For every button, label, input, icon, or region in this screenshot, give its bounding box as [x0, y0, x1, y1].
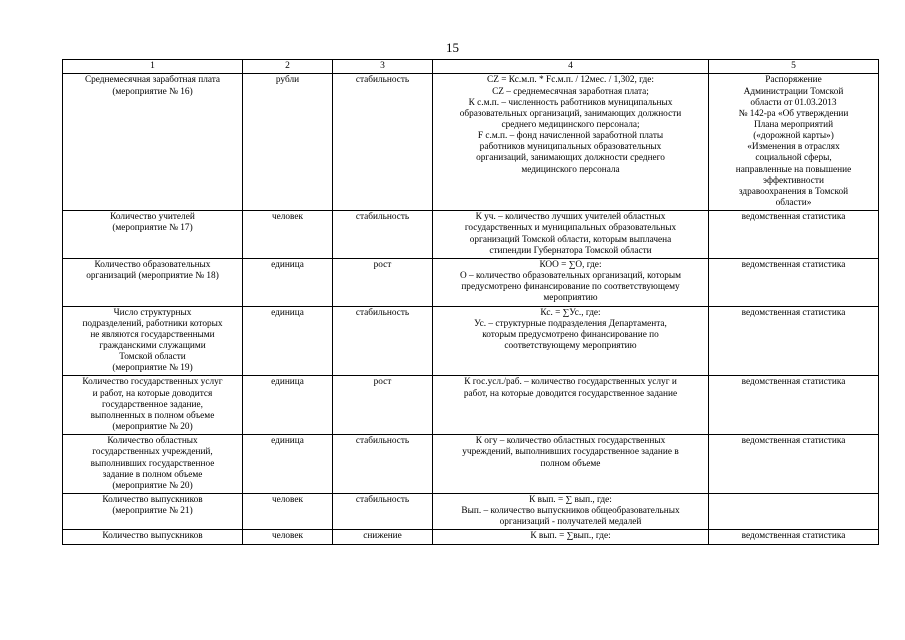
source-line: Плана мероприятий: [753, 120, 834, 131]
formula-cell: [433, 494, 709, 530]
indicator-name-line: Количество областных: [107, 436, 198, 447]
source-line: ведомственная статистика: [741, 377, 846, 388]
page-number: 15: [446, 40, 459, 55]
formula-cell: [433, 74, 709, 211]
header-cell: 5: [709, 60, 879, 74]
indicator-name-line: (мероприятие № 21): [112, 506, 193, 517]
formula-line: К с.м.п. – численность работников муниципальных: [468, 97, 673, 108]
formula-cell: [433, 258, 709, 306]
formula-line: CZ = Кс.м.п. * Fс.м.п. / 12мес. / 1,302, где:: [487, 75, 654, 86]
source-line: социальной сферы,: [755, 153, 832, 164]
formula-cell: [433, 530, 709, 544]
formula-line: К вып. = ∑вып., где:: [530, 531, 611, 542]
source-cell: [709, 494, 879, 530]
source-line: направленные на повышение: [735, 164, 852, 175]
formula-line: Кс. = ∑Ус., где:: [540, 307, 601, 318]
indicator-name-line: Количество образовательных: [94, 259, 211, 270]
trend-cell: рост: [333, 258, 433, 306]
indicator-name-line: Томской области: [119, 352, 186, 363]
indicator-name-cell: [63, 211, 243, 259]
formula-line: которым предусмотрено финансирование по: [482, 329, 659, 340]
table-row: [63, 211, 879, 259]
header-cell: 2: [243, 60, 333, 74]
table-row: [63, 494, 879, 530]
indicator-name-cell: [63, 376, 243, 435]
indicator-name-line: Среднемесячная заработная плата: [84, 75, 221, 86]
indicator-name-line: Число структурных: [113, 307, 192, 318]
source-line: области от 01.03.2013: [750, 97, 837, 108]
formula-line: работ, на которые доводится государственное задание: [463, 388, 678, 399]
formula-line: соответствующему мероприятию: [504, 340, 637, 351]
indicator-name-line: гражданскими служащими: [99, 340, 206, 351]
source-line: «Изменения в отраслях: [747, 142, 840, 153]
unit-cell: единица: [243, 435, 333, 494]
source-cell: [709, 74, 879, 211]
source-line: ведомственная статистика: [741, 531, 846, 542]
indicator-name-cell: [63, 494, 243, 530]
unit-cell: единица: [243, 258, 333, 306]
indicator-name-line: Количество учителей: [110, 212, 195, 223]
source-line: № 142-ра «Об утверждении: [738, 108, 849, 119]
formula-line: стипендии Губернатора Томской области: [489, 245, 652, 256]
source-line: [712, 495, 875, 506]
unit-cell: человек: [243, 530, 333, 544]
source-cell: [709, 435, 879, 494]
indicator-name-line: (мероприятие № 19): [112, 363, 193, 374]
source-cell: [709, 306, 879, 376]
indicator-name-line: Количество выпускников: [102, 495, 203, 506]
table-body: [63, 74, 879, 544]
formula-line: Ус. – структурные подразделения Департамента,: [474, 318, 667, 329]
indicator-name-line: государственных учреждений,: [92, 447, 213, 458]
source-line: («дорожной карты»): [753, 131, 834, 142]
formula-line: организаций - получателей медалей: [499, 517, 642, 528]
table-row: [63, 74, 879, 211]
source-line: ведомственная статистика: [741, 307, 846, 318]
indicator-name-cell: [63, 306, 243, 376]
unit-cell: человек: [243, 494, 333, 530]
indicator-name-line: Количество выпускников: [102, 531, 203, 542]
unit-cell: единица: [243, 376, 333, 435]
header-cell: 3: [333, 60, 433, 74]
indicator-name-cell: [63, 74, 243, 211]
formula-cell: [433, 376, 709, 435]
formula-line: О – количество образовательных организаций, которым: [459, 271, 682, 282]
source-line: Распоряжение: [765, 75, 822, 86]
unit-cell: единица: [243, 306, 333, 376]
formula-line: государственных и муниципальных образовательных: [464, 223, 677, 234]
indicator-name-line: выполнивших государственное: [90, 458, 215, 469]
table-row: [63, 435, 879, 494]
source-line: эффективности: [763, 175, 824, 186]
indicator-name-line: (мероприятие № 20): [112, 422, 193, 433]
indicator-name-line: государственное задание,: [102, 399, 203, 410]
source-cell: [709, 258, 879, 306]
formula-line: полном объеме: [540, 458, 601, 469]
formula-line: К гос.усл./раб. – количество государственных услуг и: [464, 377, 677, 388]
header-row: [63, 60, 879, 74]
trend-cell: стабильность: [333, 211, 433, 259]
indicator-name-cell: [63, 258, 243, 306]
indicator-name-line: не являются государственными: [90, 329, 215, 340]
unit-cell: рубли: [243, 74, 333, 211]
source-line: ведомственная статистика: [741, 436, 846, 447]
formula-line: Вып. – количество выпускников общеобразовательных: [461, 506, 680, 517]
source-line: области»: [775, 198, 812, 209]
table-row: [63, 530, 879, 544]
formula-line: F с.м.п. – фонд начисленной заработной платы: [477, 131, 664, 142]
formula-line: предусмотрено финансирование по соответствующему: [461, 282, 680, 293]
header-cell: 1: [63, 60, 243, 74]
indicator-name-line: (мероприятие № 20): [112, 480, 193, 491]
source-cell: [709, 211, 879, 259]
source-cell: [709, 376, 879, 435]
formula-cell: [433, 435, 709, 494]
indicator-name-line: (мероприятие № 17): [112, 223, 193, 234]
trend-cell: снижение: [333, 530, 433, 544]
header-cell: 4: [433, 60, 709, 74]
indicator-name-line: организаций (мероприятие № 18): [86, 271, 219, 282]
indicator-name-line: Количество государственных услуг: [82, 377, 223, 388]
trend-cell: стабильность: [333, 494, 433, 530]
formula-line: организаций Томской области, которым выплачена: [469, 234, 672, 245]
formula-line: организаций, занимающих должности среднего: [476, 153, 665, 164]
table-row: [63, 376, 879, 435]
indicators-table: [62, 59, 879, 545]
unit-cell: человек: [243, 211, 333, 259]
indicator-name-line: подразделений, работники которых: [82, 318, 223, 329]
formula-line: CZ – среднемесячная заработная плата;: [492, 86, 649, 97]
trend-cell: стабильность: [333, 74, 433, 211]
formula-line: К вып. = ∑ вып., где:: [529, 495, 612, 506]
formula-cell: [433, 306, 709, 376]
source-line: здравоохранения в Томской: [738, 186, 849, 197]
source-line: ведомственная статистика: [741, 212, 846, 223]
indicator-name-cell: [63, 530, 243, 544]
trend-cell: стабильность: [333, 306, 433, 376]
formula-line: среднего медицинского персонала;: [501, 120, 640, 131]
formula-line: учреждений, выполнивших государственное задание в: [462, 447, 679, 458]
source-line: Администрации Томской: [743, 86, 844, 97]
indicator-name-line: задание в полном объеме: [102, 469, 203, 480]
table-row: [63, 258, 879, 306]
formula-line: образовательных организаций, занимающих должности: [459, 108, 682, 119]
indicator-name-line: (мероприятие № 16): [112, 86, 193, 97]
indicator-name-line: и работ, на которые доводится: [92, 388, 213, 399]
trend-cell: стабильность: [333, 435, 433, 494]
formula-cell: [433, 211, 709, 259]
formula-line: медицинского персонала: [521, 164, 620, 175]
source-cell: [709, 530, 879, 544]
formula-line: К уч. – количество лучших учителей областных: [475, 212, 666, 223]
indicator-name-line: выполненных в полном объеме: [90, 410, 215, 421]
formula-line: мероприятию: [543, 293, 598, 304]
table-row: [63, 306, 879, 376]
formula-line: К огу – количество областных государственных: [475, 436, 666, 447]
formula-line: КОО = ∑О, где:: [539, 259, 602, 270]
source-line: ведомственная статистика: [741, 259, 846, 270]
formula-line: работников муниципальных образовательных: [479, 142, 662, 153]
trend-cell: рост: [333, 376, 433, 435]
indicator-name-cell: [63, 435, 243, 494]
